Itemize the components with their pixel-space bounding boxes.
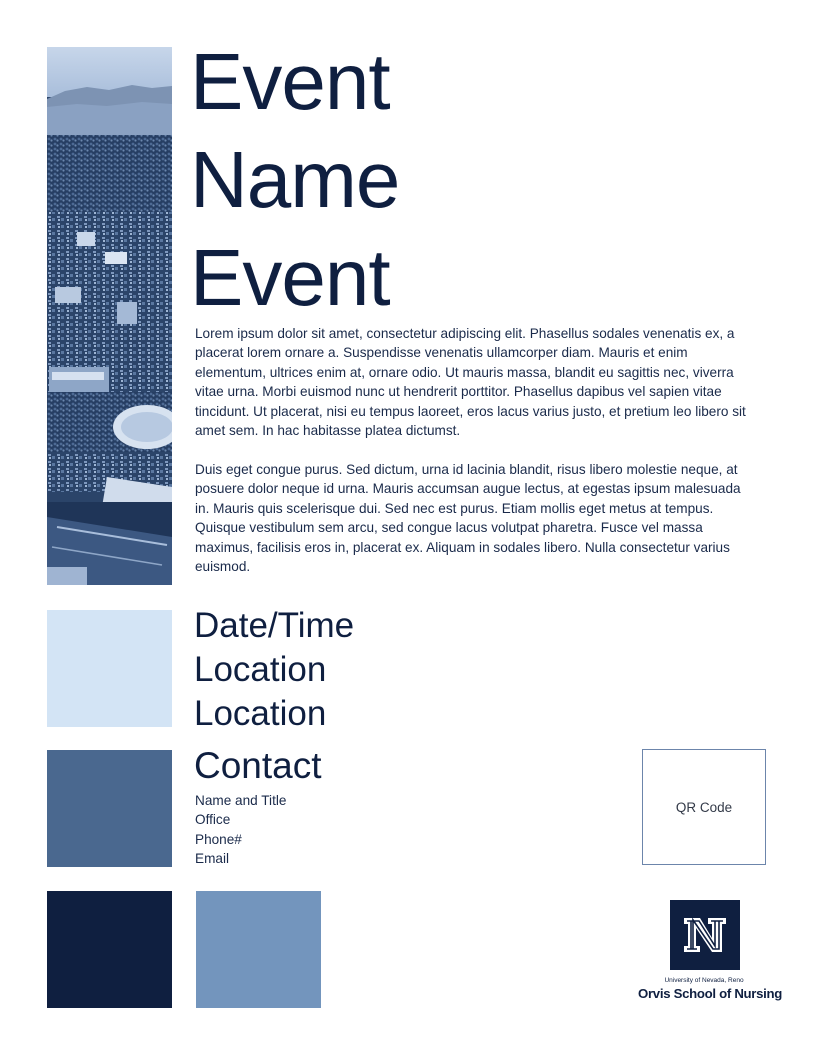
- campus-aerial-photo: [47, 47, 172, 585]
- contact-name-title: Name and Title: [195, 793, 287, 808]
- date-time-label: Date/Time: [194, 606, 355, 645]
- qr-code-label: QR Code: [675, 799, 733, 815]
- event-title-line-3: Event: [190, 233, 390, 322]
- light-blue-swatch: [47, 610, 172, 727]
- event-title-line-2: Name: [190, 135, 400, 224]
- steel-blue-swatch: [196, 891, 321, 1008]
- school-name: Orvis School of Nursing: [638, 986, 783, 1001]
- contact-office: Office: [195, 812, 231, 827]
- block-n-logo-icon: [670, 900, 740, 970]
- contact-email: Email: [195, 851, 229, 866]
- location-label-1: Location: [194, 650, 327, 689]
- navy-swatch: [47, 891, 172, 1008]
- body-paragraph-2: Duis eget congue purus. Sed dictum, urna id lacinia blandit, risus libero molestie neque, at posuere dolor neque id urna. Mauris accumsan augue lectus, at egestas ipsum malesuada in. Mauris quis scelerisque dui. Sed nec est purus. Etiam mollis eget metus at tempus. Quisque vestibulum sem arcu, sed congue lacus volutpat pharetra. Fusce vel massa maximus, facilisis eros in, placerat ex. Aliquam in sodales libero. Nulla consectetur varius euismod.: [195, 462, 741, 575]
- body-paragraph-1: Lorem ipsum dolor sit amet, consectetur adipiscing elit. Phasellus sodales venenatis ex, a placerat lorem ornare a. Suspendisse venenatis ullamcorper diam. Mauris et enim elementum, ultrices enim at, ornare odio. Ut mauris massa, blandit eu sagittis nec, viverra vitae urna. Morbi euismod nunc ut hendrerit porttitor. Phasellus dapibus vel sapien vitae tincidunt. Ut placerat, nisi eu tempus laoreet, eros lacus varius justo, et pretium leo libero sit amet sem. In hac habitasse platea dictumst.: [195, 326, 746, 439]
- university-name: University of Nevada, Reno: [664, 977, 744, 984]
- school-logo: [638, 900, 783, 1010]
- qr-code-placeholder: [642, 749, 766, 865]
- contact-heading: Contact: [194, 745, 322, 786]
- mid-blue-swatch: [47, 750, 172, 867]
- location-label-2: Location: [194, 694, 327, 733]
- event-title-line-1: Event: [190, 37, 390, 126]
- contact-phone: Phone#: [195, 832, 242, 847]
